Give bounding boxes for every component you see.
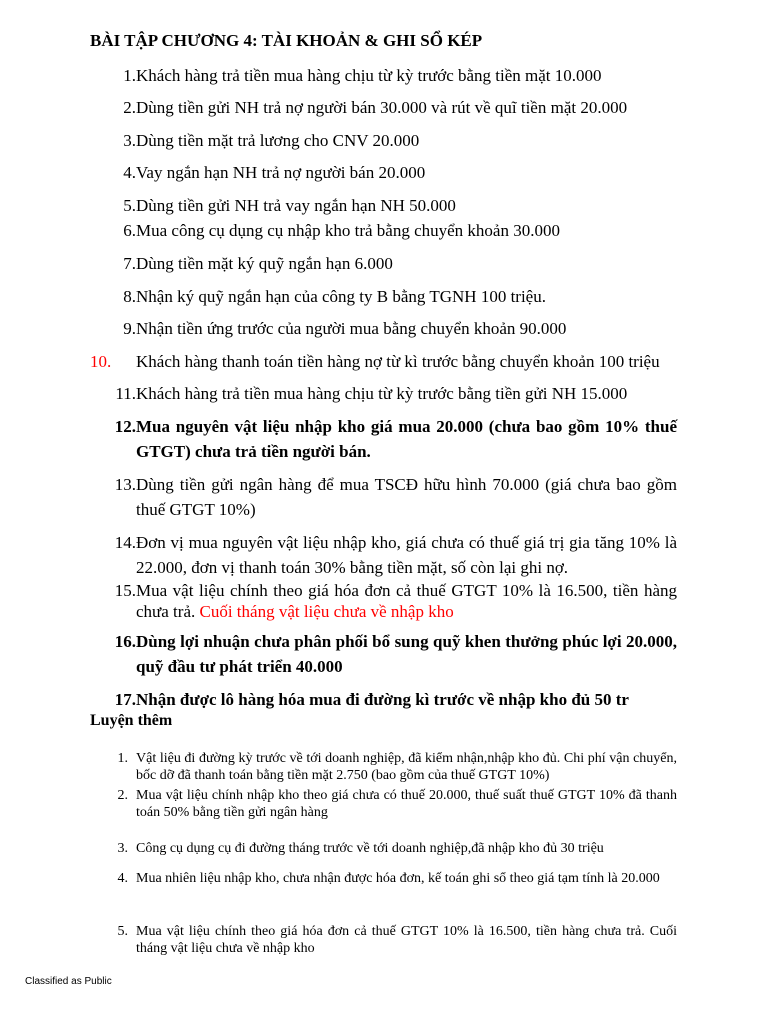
exercise-item: [90, 218, 677, 243]
item-note: Cuối tháng vật liệu chưa về nhập kho: [199, 602, 454, 621]
item-text: Dùng tiền gửi NH trả nợ người bán 30.000 và rút về quĩ tiền mặt 20.000: [136, 98, 628, 117]
practice-item: [90, 870, 677, 887]
exercise-item: [90, 284, 677, 309]
exercise-item: [90, 193, 677, 218]
item-number: 14.: [114, 533, 136, 552]
exercise-item: [90, 63, 677, 88]
practice-item: [90, 787, 677, 821]
item-text: [136, 580, 677, 622]
item-number: 9.: [123, 319, 136, 338]
item-number: 15.: [114, 581, 136, 600]
practice-item: [90, 840, 677, 857]
item-text: Nhận tiền ứng trước của người mua bằng chuyển khoản 90.000: [136, 319, 567, 338]
item-main-text: Mua vật liệu chính theo giá hóa đơn cả thuế GTGT 10% là 16.500, tiền hàng chưa trả.: [136, 581, 677, 621]
item-number: 5.: [123, 196, 136, 215]
exercise-item: [90, 687, 677, 712]
item-text: Công cụ dụng cụ đi đường tháng trước về tới doanh nghiệp,đã nhập kho đủ 30 triệu: [136, 841, 604, 856]
item-number: 3.: [123, 131, 136, 150]
item-text: Mua vật liệu chính theo giá hóa đơn cả thuế GTGT 10% là 16.500, tiền hàng chưa trả. Cuối tháng vật liệu chưa về nhập kho: [136, 924, 677, 956]
item-number: 12.: [114, 417, 136, 436]
exercise-item: [90, 349, 677, 374]
document-title: BÀI TẬP CHƯƠNG 4: TÀI KHOẢN & GHI SỔ KÉP: [90, 31, 483, 50]
item-text: Vật liệu đi đường kỳ trước về tới doanh nghiệp, đã kiểm nhận,nhập kho đủ. Chi phí vận chuyển, bốc dỡ đã thanh toán bằng tiền mặt 2.750 (bao gồm của thuế GTGT 10%): [136, 751, 677, 783]
item-number: 8.: [123, 287, 136, 306]
item-text: Mua nguyên vật liệu nhập kho giá mua 20.000 (chưa bao gồm 10% thuế GTGT) chưa trả tiền người bán.: [136, 417, 677, 461]
exercise-item: [90, 530, 677, 580]
item-number: 13.: [114, 475, 136, 494]
practice-item: [90, 923, 677, 957]
exercise-item: [90, 414, 677, 464]
item-number: 6.: [123, 221, 136, 240]
item-text: Mua vật liệu chính nhập kho theo giá chưa có thuế 20.000, thuế suất thuế GTGT 10% đã thanh toán 50% bằng tiền gửi ngân hàng: [136, 788, 677, 820]
item-number: 5.: [117, 924, 128, 939]
item-number: 3.: [117, 841, 128, 856]
classification-footer: Classified as Public: [25, 976, 112, 987]
exercise-item: [90, 128, 677, 153]
exercise-item: [90, 160, 677, 185]
item-text: Khách hàng trả tiền mua hàng chịu từ kỳ trước bằng tiền mặt 10.000: [136, 66, 602, 85]
item-number: 16.: [114, 632, 136, 651]
item-text: Mua công cụ dụng cụ nhập kho trả bằng chuyển khoản 30.000: [136, 221, 560, 240]
item-number: 10.: [90, 352, 112, 371]
item-text: Khách hàng trả tiền mua hàng chịu từ kỳ trước bằng tiền gửi NH 15.000: [136, 384, 628, 403]
item-number: 17.: [114, 690, 136, 709]
item-text: Mua nhiên liệu nhập kho, chưa nhận được hóa đơn, kế toán ghi sổ theo giá tạm tính là 20.000: [136, 871, 660, 886]
item-text: Dùng lợi nhuận chưa phân phối bổ sung quỹ khen thưởng phúc lợi 20.000, quỹ đầu tư phát triển 40.000: [136, 632, 677, 676]
item-text: Khách hàng thanh toán tiền hàng nợ từ kì trước bằng chuyển khoản 100 triệu: [136, 352, 660, 371]
item-number: 11.: [115, 384, 136, 403]
item-text: Dùng tiền mặt trả lương cho CNV 20.000: [136, 131, 420, 150]
section-title: Luyện thêm: [90, 712, 173, 729]
item-number: 1.: [123, 66, 136, 85]
item-number: 2.: [123, 98, 136, 117]
exercise-item: [90, 316, 677, 341]
item-number: 1.: [117, 751, 128, 766]
item-text: Nhận ký quỹ ngắn hạn của công ty B bằng TGNH 100 triệu.: [136, 287, 546, 306]
item-text: Dùng tiền mặt ký quỹ ngắn hạn 6.000: [136, 254, 393, 273]
item-number: 2.: [117, 788, 128, 803]
exercise-item: [90, 629, 677, 679]
exercise-item: [90, 580, 677, 622]
exercise-item: [90, 95, 677, 120]
item-text: Dùng tiền gửi NH trả vay ngắn hạn NH 50.000: [136, 196, 456, 215]
exercise-item: [90, 251, 677, 276]
practice-item: [90, 750, 677, 784]
exercise-item: [90, 381, 677, 406]
item-text: Nhận được lô hàng hóa mua đi đường kì trước về nhập kho đủ 50 tr: [136, 690, 629, 709]
item-number: 4.: [123, 163, 136, 182]
item-text: Đơn vị mua nguyên vật liệu nhập kho, giá chưa có thuế giá trị gia tăng 10% là 22.000, đơn vị thanh toán 30% bằng tiền mặt, số còn lại ghi nợ.: [136, 533, 677, 577]
item-text: Dùng tiền gửi ngân hàng để mua TSCĐ hữu hình 70.000 (giá chưa bao gồm thuế GTGT 10%): [136, 475, 677, 519]
item-number: 4.: [117, 871, 128, 886]
item-number: 7.: [123, 254, 136, 273]
exercise-item: [90, 472, 677, 522]
item-text: Vay ngắn hạn NH trả nợ người bán 20.000: [136, 163, 426, 182]
